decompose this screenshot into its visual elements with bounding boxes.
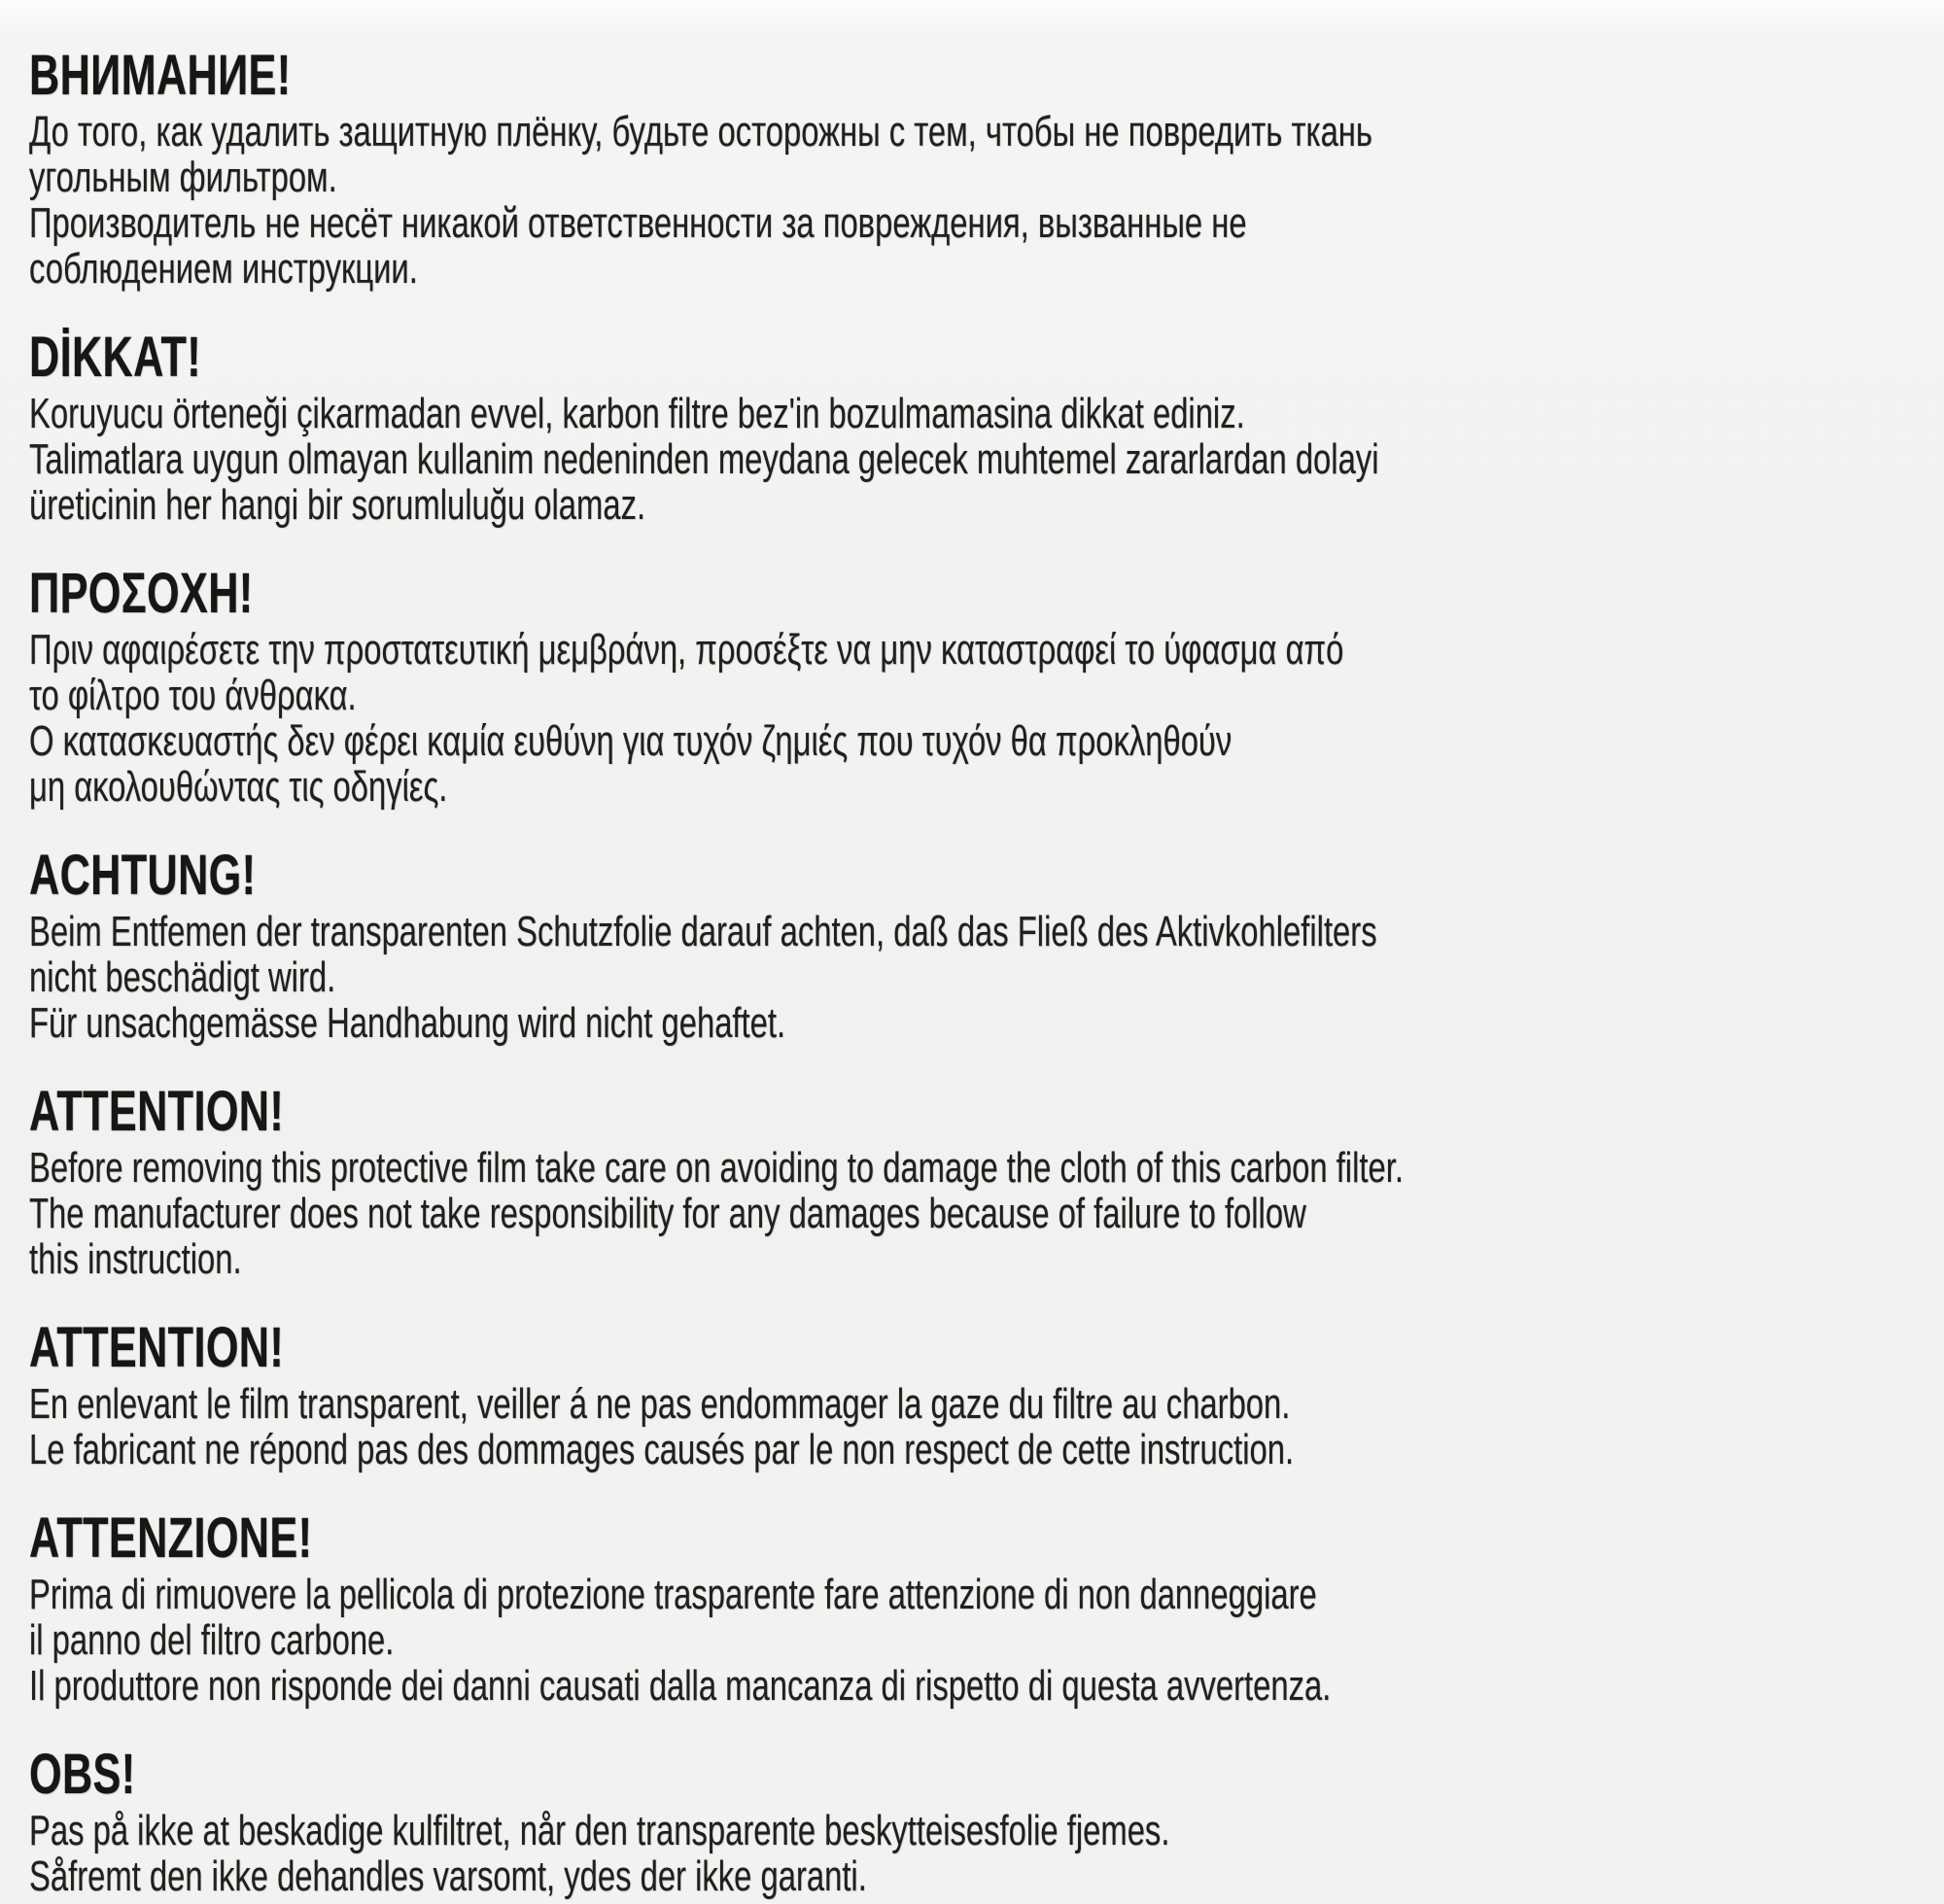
warning-heading-french: ATTENTION! [29,1316,285,1379]
warning-section-italian [29,1506,1944,1710]
warning-line: Såfremt den ikke dehandles varsomt, ydes der ikke garanti. [29,1852,867,1900]
warning-section-russian [29,44,1944,293]
warning-heading-english: ATTENTION! [29,1080,285,1143]
warning-line: Pas på ikke at beskadige kulfiltret, når den transparente beskytteisesfolie fjemes. [29,1807,1170,1854]
warning-line: En enlevant le film transparent, veiller á ne pas endommager la gaze du filtre au charbon. [29,1380,1291,1428]
warning-heading-russian: ВНИМАНИЕ! [29,44,292,107]
warning-heading-italian: ATTENZIONE! [29,1506,313,1570]
warning-line: Il produttore non risponde dei danni causati dalla mancanza di rispetto di questa avvertenza. [29,1662,1332,1710]
warning-heading-greek: ΠΡΟΣΟΧΗ! [29,562,254,625]
warning-line: Beim Entfemen der transparenten Schutzfolie darauf achten, daß das Fließ des Aktivkohlefilters [29,908,1377,955]
warning-line: Für unsachgemässe Handhabung wird nicht gehaftet. [29,999,786,1047]
warning-section-greek [29,562,1944,811]
warning-line: The manufacturer does not take responsibility for any damages because of failure to follow [29,1190,1306,1237]
warning-line: üreticinin her hangi bir sorumluluğu olamaz. [29,481,646,529]
label-text-block [29,44,1944,1900]
warning-line: μη ακολουθώντας τις οδηγίες. [29,763,448,811]
warning-section-english [29,1080,1944,1283]
warning-heading-turkish: DİKKAT! [29,326,202,389]
warning-line: Koruyucu örteneği çikarmadan evvel, karbon filtre bez'in bozulmamasina dikkat ediniz. [29,390,1245,437]
warning-section-german [29,844,1944,1047]
warning-heading-german: ACHTUNG! [29,844,257,907]
warning-line: Talimatlara uygun olmayan kullanim nedeninden meydana gelecek muhtemel zararlardan dolayi [29,435,1379,483]
warning-line: nicht beschädigt wird. [29,953,336,1001]
warning-line: Le fabricant ne répond pas des dommages causés par le non respect de cette instruction. [29,1426,1295,1473]
warning-line: το φίλτρο του άνθρακα. [29,672,357,719]
warning-line: Производитель не несёт никакой ответственности за повреждения, вызванные не [29,199,1247,247]
warning-heading-danish: OBS! [29,1743,136,1806]
warning-line: До того, как удалить защитную плёнку, будьте осторожны с тем, чтобы не повредить ткань [29,108,1372,156]
warning-line: this instruction. [29,1235,242,1283]
warning-section-danish [29,1743,1944,1900]
warning-section-turkish [29,326,1944,529]
warning-line: угольным фильтром. [29,154,337,201]
warning-line: Prima di rimuovere la pellicola di protezione trasparente fare attenzione di non danneggiare [29,1571,1317,1618]
warning-line: Before removing this protective film take care on avoiding to damage the cloth of this carbon filter. [29,1144,1404,1192]
warning-section-french [29,1316,1944,1473]
warning-line: Ο κατασκευαστής δεν φέρει καμία ευθύνη για τυχόν ζημιές που τυχόν θα προκληθούν [29,717,1232,765]
warning-line: il panno del filtro carbone. [29,1616,395,1664]
warning-line: соблюдением инструкции. [29,245,418,293]
warning-line: Πριν αφαιρέσετε την προστατευτική μεμβράνη, προσέξτε να μην καταστραφεί το ύφασμα από [29,626,1344,674]
